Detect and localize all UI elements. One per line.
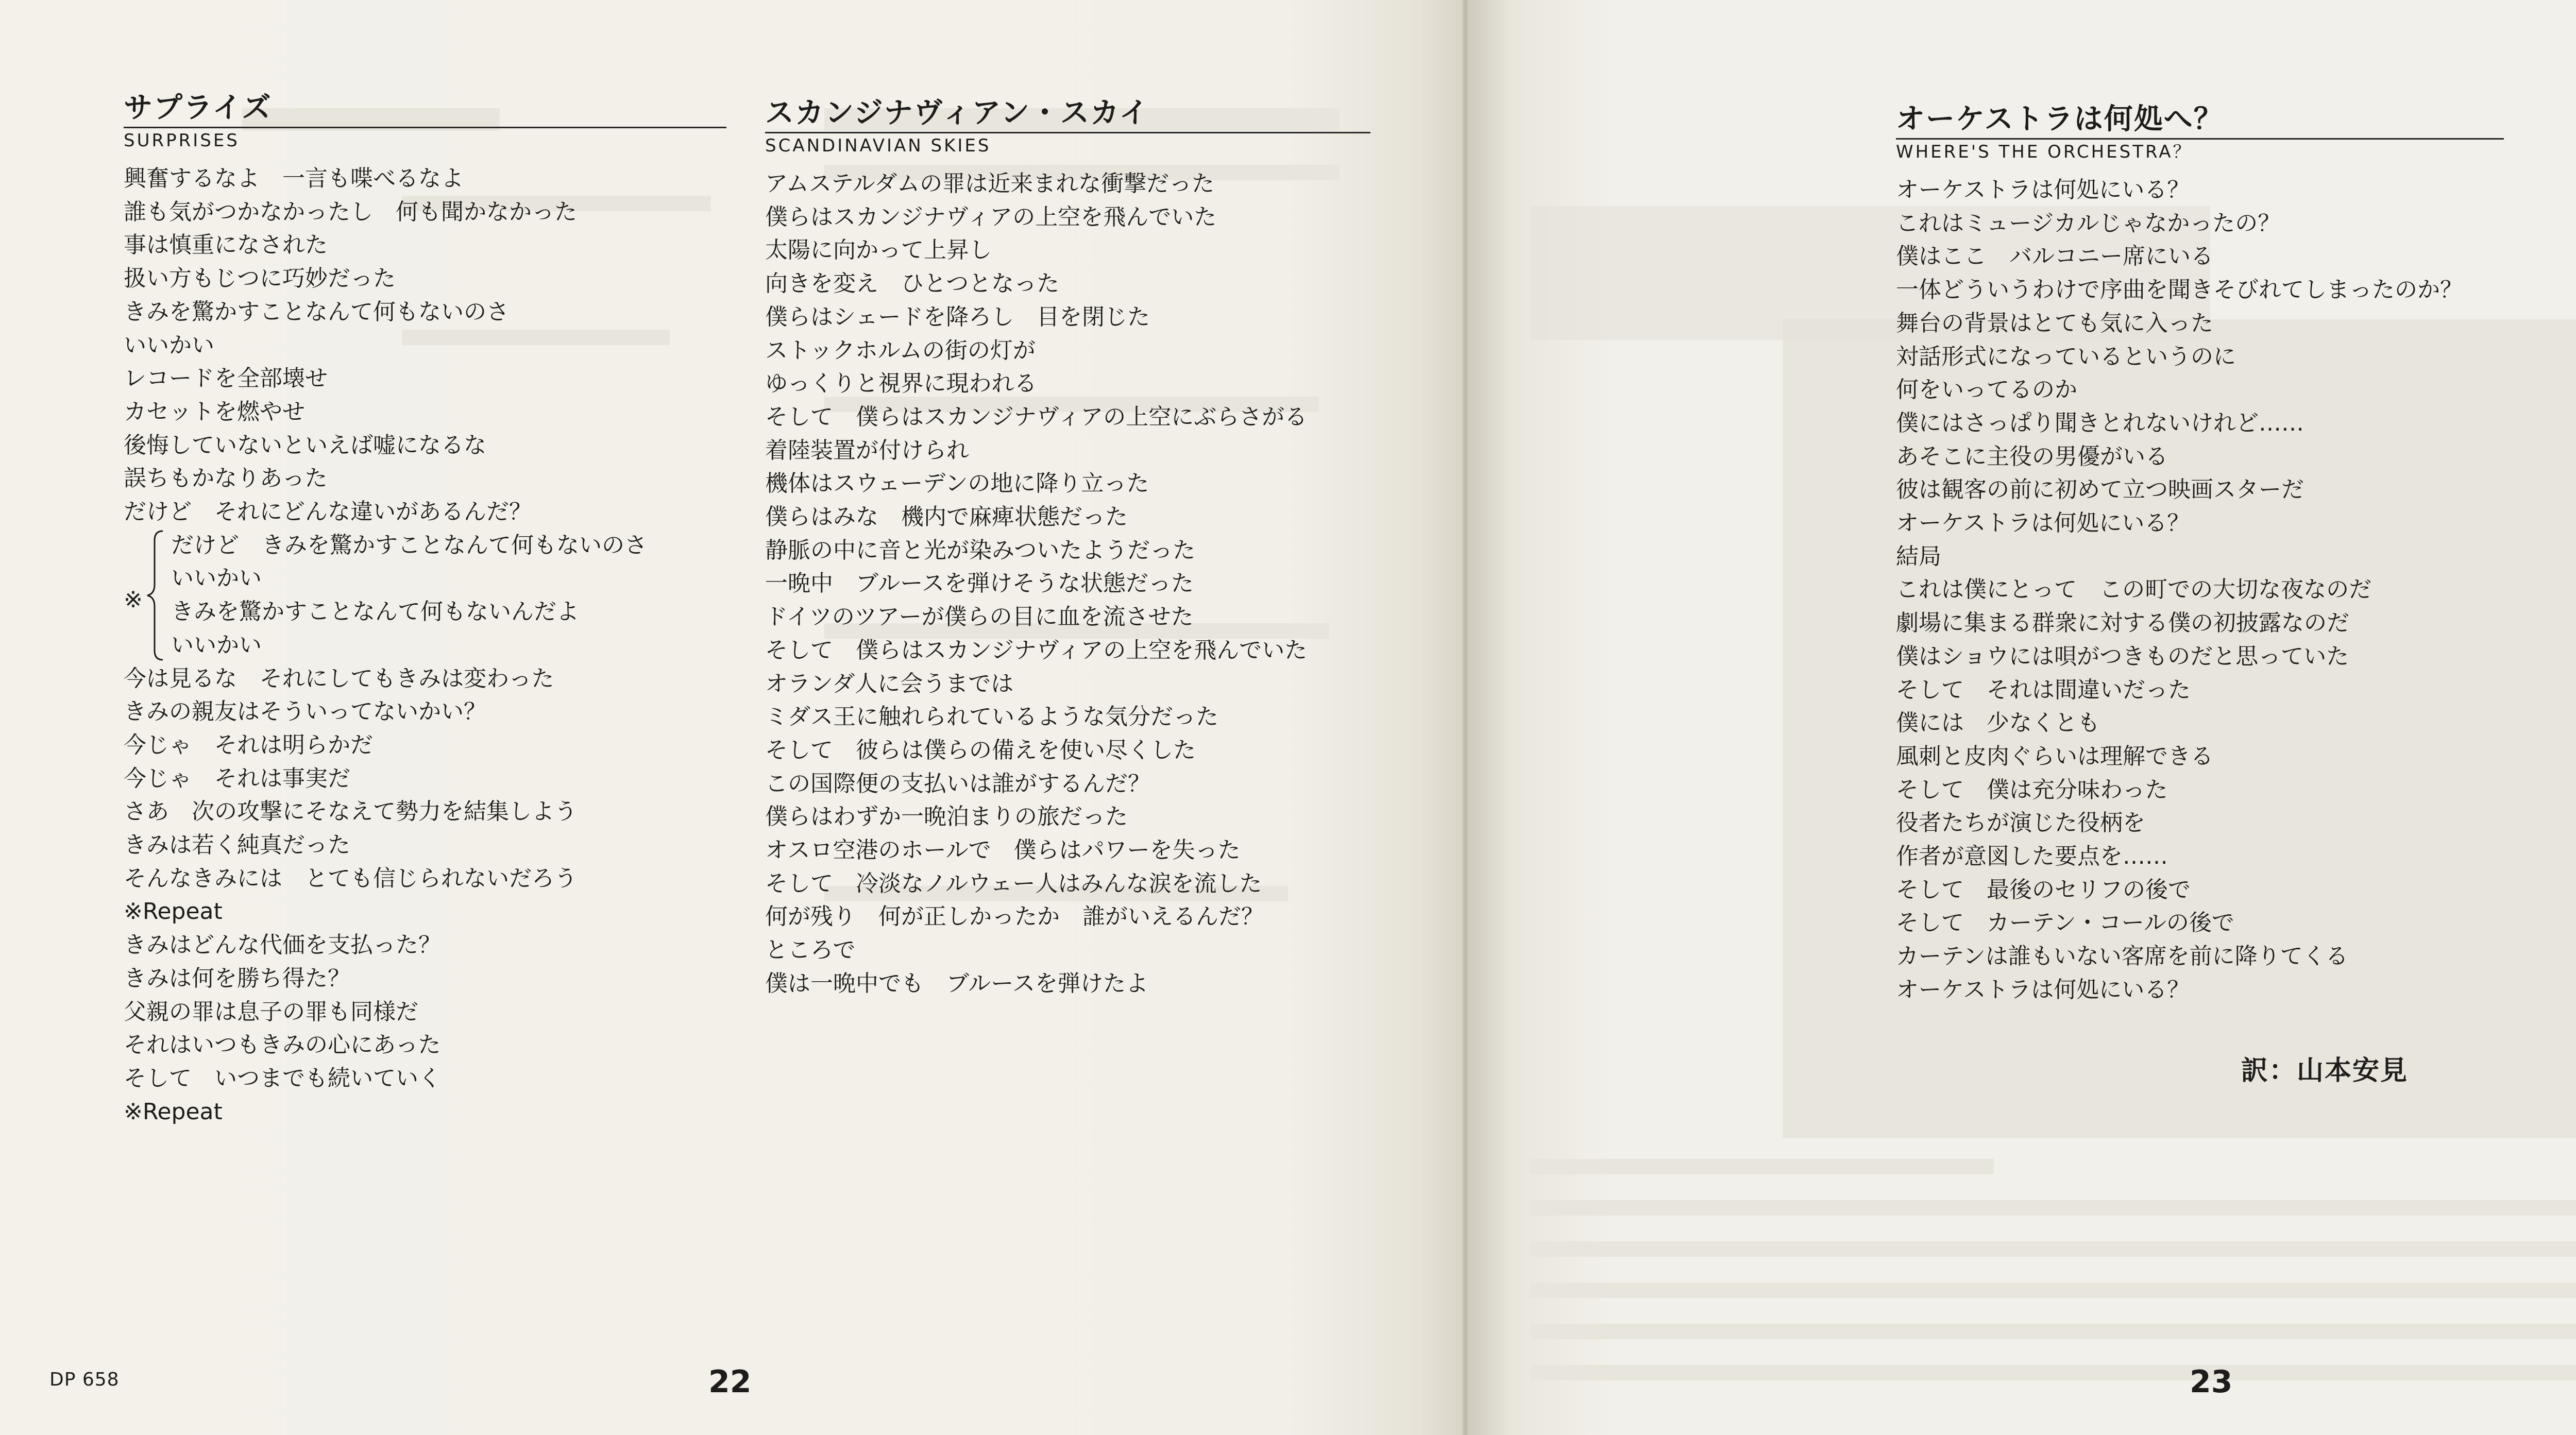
lyric-line: 一体どういうわけで序曲を聞きそびれてしまったのか？	[1896, 277, 2463, 303]
lyric-line: オスロ空港のホールで 僕らはパワーを失った	[765, 837, 1241, 864]
lyric-line: 役者たちが演じた役柄を	[1896, 810, 2145, 836]
lyric-line: 後悔していないといえば嘘になるな	[124, 432, 486, 458]
lyric-line: そんなきみには とても信じられないだろう	[124, 865, 577, 892]
lyric-line: 着陸装置が付けられ	[765, 437, 969, 464]
lyric-line: ※Repeat	[124, 898, 223, 925]
lyric-line: 舞台の背景はとても気に入った	[1896, 310, 2213, 336]
show-through-text	[1530, 1283, 2576, 1298]
lyric-line: これはミュージカルじゃなかったの？	[1896, 210, 2281, 236]
lyric-line: きみは若く純真だった	[124, 832, 350, 859]
lyric-line: そして それは間違いだった	[1896, 676, 2191, 703]
lyric-line: いいかい	[171, 565, 262, 592]
lyric-line: この国際便の支払いは誰がするんだ？	[765, 770, 1150, 797]
show-through-text	[1530, 1365, 2576, 1380]
lyric-line: オーケストラは何処にいる？	[1896, 976, 2190, 1003]
lyric-line: それはいつもきみの心にあった	[124, 1032, 441, 1058]
lyric-line: きみの親友はそういってないかい？	[124, 698, 486, 725]
lyric-line: ストックホルムの街の灯が	[765, 337, 1036, 364]
lyric-line: ゆっくりと視界に現われる	[765, 370, 1037, 397]
lyric-line: だけど きみを驚かすことなんて何もないのさ	[171, 532, 647, 558]
song-wheres-the-orchestra	[1896, 103, 2504, 1007]
show-through-text	[1530, 1159, 1994, 1174]
lyric-line: いいかい	[171, 631, 262, 658]
song-title: サプライズ	[124, 91, 272, 125]
lyric-line: そして カーテン・コールの後で	[1896, 910, 2234, 936]
lyric-line: そして 冷淡なノルウェー人はみんな涙を流した	[765, 870, 1262, 897]
chorus-block	[124, 529, 726, 662]
lyric-line: そして いつまでも続いていく	[124, 1065, 441, 1091]
lyric-line: 太陽に向かって上昇し	[765, 237, 992, 264]
lyric-line: 扱い方もじつに巧妙だった	[124, 265, 396, 292]
lyric-line: 何をいってるのか	[1896, 377, 2077, 403]
lyric-line: 今じゃ それは事実だ	[124, 765, 350, 792]
brace-icon	[145, 529, 166, 662]
song-subtitle: WHERE'S THE ORCHESTRA？	[1896, 138, 2504, 162]
lyric-line: ミダス王に触れられているような気分だった	[765, 704, 1218, 730]
lyric-line: 僕は一晩中でも ブルースを弾けたよ	[765, 970, 1149, 997]
lyric-line: そして 僕は充分味わった	[1896, 776, 2168, 803]
lyric-line: 僕はここ バルコニー席にいる	[1896, 243, 2213, 270]
song-subtitle: SCANDINAVIAN SKIES	[765, 132, 1370, 156]
lyric-line: 静脈の中に音と光が染みついたようだった	[765, 537, 1196, 563]
lyric-line: 誰も気がつかなかったし 何も聞かなかった	[124, 198, 577, 225]
lyric-line: 結局	[1896, 543, 1941, 570]
lyric-line: 風刺と皮肉ぐらいは理解できる	[1896, 743, 2213, 770]
chorus-marker: ※	[124, 586, 143, 613]
song-title: オーケストラは何処へ？	[1896, 102, 2224, 136]
lyric-line: そして 僕らはスカンジナヴィアの上空にぶらさがる	[765, 403, 1308, 430]
lyric-line: 一晩中 ブルースを弾けそうな状態だった	[765, 570, 1194, 597]
lyric-line: きみを驚かすことなんて何もないのさ	[124, 298, 509, 325]
lyrics	[124, 162, 726, 1129]
lyric-line: きみは何を勝ち得た？	[124, 965, 350, 992]
show-through-text	[1530, 1241, 2576, 1257]
lyric-line: そして 最後のセリフの後で	[1896, 876, 2191, 903]
song-title: スカンジナヴィアン・スカイ	[765, 96, 1149, 130]
lyric-line: そして 彼らは僕らの備えを使い尽くした	[765, 737, 1196, 763]
lyric-line: 僕らはみな 機内で麻痺状態だった	[765, 504, 1128, 531]
translator-credit: 訳：山本安見	[2241, 1055, 2409, 1086]
lyric-line: 僕らはシェードを降ろし 目を閉じた	[765, 303, 1150, 330]
lyric-line: 事は慎重になされた	[124, 232, 328, 259]
lyric-line: いいかい	[124, 332, 214, 358]
lyric-line: 僕らはスカンジナヴィアの上空を飛んでいた	[765, 203, 1217, 230]
lyric-line: 興奮するなよ 一言も喋べるなよ	[124, 165, 464, 192]
catalog-number: DP 658	[49, 1369, 120, 1390]
lyric-line: さあ 次の攻撃にそなえて勢力を結集しよう	[124, 798, 577, 825]
lyrics	[765, 167, 1370, 1001]
lyric-line: これは僕にとって この町での大切な夜なのだ	[1896, 576, 2372, 603]
lyric-line: ドイツのツアーが僕らの目に血を流させた	[765, 604, 1194, 630]
lyric-line: レコードを全部壊せ	[124, 365, 328, 392]
lyric-line: 父親の罪は息子の罪も同様だ	[124, 998, 418, 1025]
show-through-text	[1530, 1324, 2576, 1339]
lyric-line: 僕には 少なくとも	[1896, 710, 2100, 737]
lyric-line: 僕にはさっぱり聞きとれないけれど……	[1896, 409, 2304, 436]
page-number-left: 22	[708, 1364, 752, 1400]
lyric-line: 作者が意図した要点を……	[1896, 843, 2168, 870]
lyric-line: きみはどんな代価を支払った？	[124, 932, 441, 959]
song-scandinavian-skies	[765, 97, 1370, 1001]
lyrics	[1896, 174, 2504, 1007]
lyric-line: あそこに主役の男優がいる	[1896, 443, 2168, 470]
lyric-line: 今じゃ それは明らかだ	[124, 731, 373, 758]
lyric-line: 僕はショウには唄がつきものだと思っていた	[1896, 643, 2349, 670]
lyric-line: 対話形式になっているというのに	[1896, 343, 2236, 370]
lyric-line: ところで	[765, 937, 856, 964]
lyric-line: アムステルダムの罪は近来まれな衝撃だった	[765, 170, 1215, 197]
lyric-line: 機体はスウェーデンの地に降り立った	[765, 470, 1149, 497]
lyric-line: そして 僕らはスカンジナヴィアの上空を飛んでいた	[765, 637, 1308, 663]
lyric-line: オーケストラは何処にいる？	[1896, 510, 2190, 537]
lyric-line: 劇場に集まる群衆に対する僕の初披露なのだ	[1896, 610, 2349, 637]
lyric-line: カーテンは誰もいない客席を前に降りてくる	[1896, 943, 2348, 970]
lyric-line: オーケストラは何処にいる？	[1896, 177, 2190, 203]
lyric-line: 今は見るな それにしてもきみは変わった	[124, 665, 554, 692]
lyric-line: 向きを変え ひとつとなった	[765, 270, 1060, 297]
lyric-line: 誤ちもかなりあった	[124, 465, 328, 492]
lyric-line: 何が残り 何が正しかったか 誰がいえるんだ？	[765, 903, 1264, 930]
lyric-line: だけど それにどんな違いがあるんだ？	[124, 499, 532, 525]
show-through-text	[1530, 1200, 2576, 1216]
lyric-line: カセットを燃やせ	[124, 398, 305, 425]
lyric-line: ※Repeat	[124, 1098, 223, 1125]
lyric-line: きみを驚かすことなんて何もないんだよ	[171, 599, 579, 625]
lyric-line: オランダ人に会うまでは	[765, 670, 1014, 697]
lyric-line: 僕らはわずか一晩泊まりの旅だった	[765, 804, 1128, 830]
lyric-line: 彼は観客の前に初めて立つ映画スターだ	[1896, 476, 2304, 503]
song-subtitle: SURPRISES	[124, 127, 726, 151]
page-number-right: 23	[2190, 1364, 2233, 1400]
song-surprises	[124, 92, 726, 1129]
